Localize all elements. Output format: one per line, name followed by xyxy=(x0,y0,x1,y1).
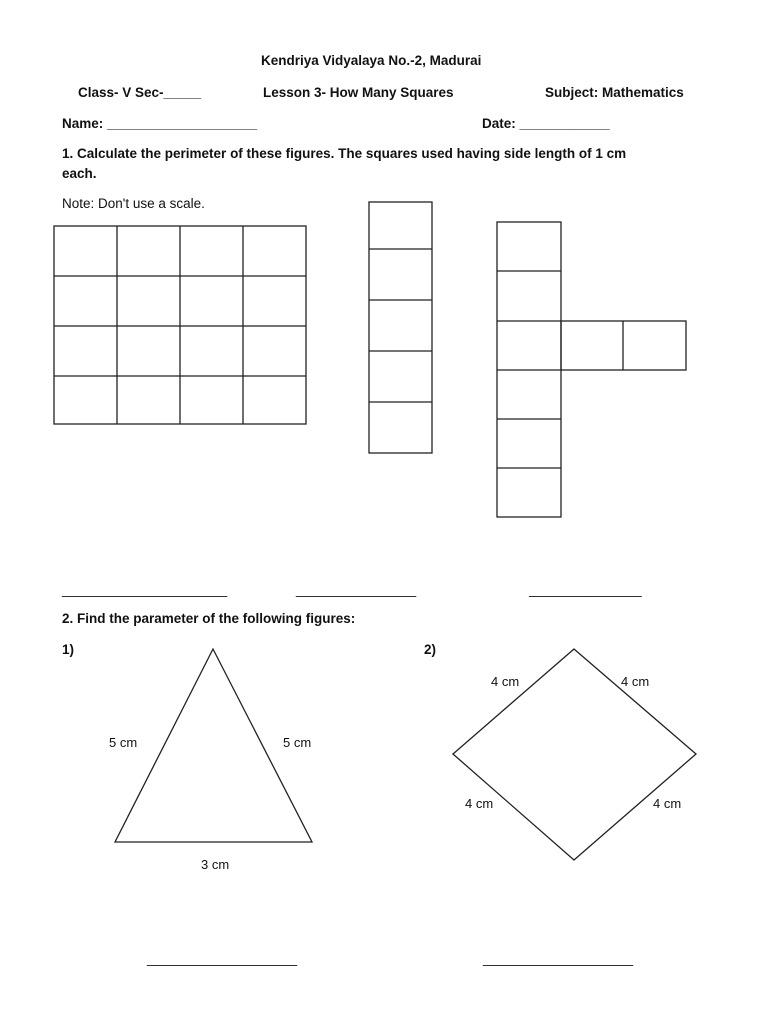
figure-2-label: 2) xyxy=(424,642,437,657)
rhombus-top-right-label: 4 cm xyxy=(621,674,650,689)
column-figure xyxy=(369,202,432,453)
triangle-left-side-label: 5 cm xyxy=(109,735,138,750)
question-1-text: 1. Calculate the perimeter of these figures. The squares used having side length of 1 cm xyxy=(62,146,627,161)
rhombus-top-left-label: 4 cm xyxy=(491,674,520,689)
question-1-text-cont: each. xyxy=(62,166,97,181)
triangle-right-side-label: 5 cm xyxy=(283,735,312,750)
rhombus-figure xyxy=(453,649,696,860)
class-section: Class- V Sec-_____ xyxy=(78,85,202,100)
answer-blank-2[interactable]: ________________ xyxy=(296,582,417,597)
rhombus-bottom-right-label: 4 cm xyxy=(653,796,682,811)
rhombus-bottom-left-label: 4 cm xyxy=(465,796,494,811)
question-2-text: 2. Find the parameter of the following figures: xyxy=(62,611,356,626)
answer-blank-rhombus[interactable]: ____________________ xyxy=(483,951,634,966)
question-1-note: Note: Don't use a scale. xyxy=(62,196,205,211)
school-title: Kendriya Vidyalaya No.-2, Madurai xyxy=(261,53,482,68)
subject: Subject: Mathematics xyxy=(545,85,684,100)
lesson-title: Lesson 3- How Many Squares xyxy=(263,85,454,100)
answer-blank-triangle[interactable]: ____________________ xyxy=(147,951,298,966)
t-shape-figure xyxy=(497,222,686,517)
figure-1-label: 1) xyxy=(62,642,75,657)
triangle-base-label: 3 cm xyxy=(201,857,230,872)
square-grid-figure xyxy=(54,226,306,424)
answer-blank-3[interactable]: _______________ xyxy=(529,582,642,597)
date-field: Date: ____________ xyxy=(482,116,610,131)
answer-blank-1[interactable]: ______________________ xyxy=(62,582,228,597)
name-field: Name: ____________________ xyxy=(62,116,258,131)
